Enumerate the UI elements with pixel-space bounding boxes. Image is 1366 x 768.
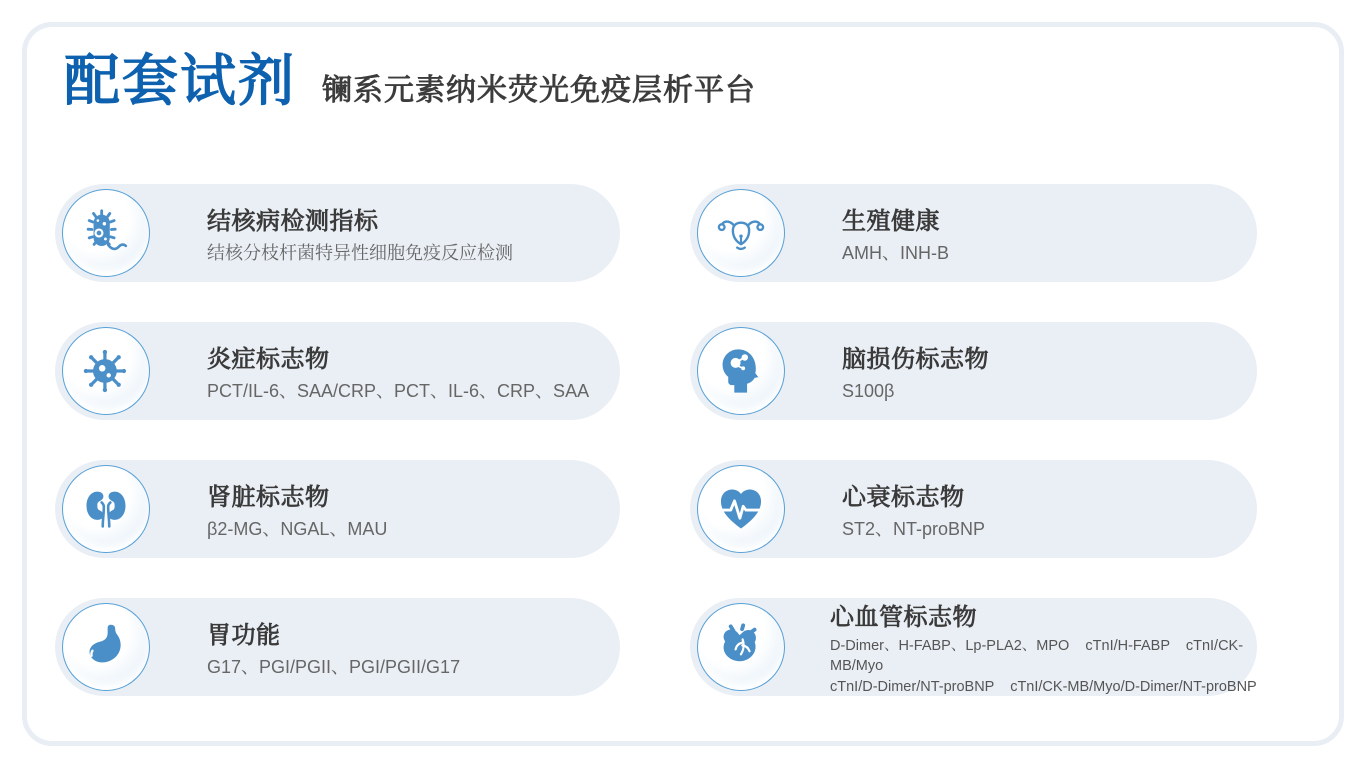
card-title: 心衰标志物 bbox=[842, 483, 965, 511]
card-reproductive bbox=[690, 184, 1257, 282]
card-inflammation bbox=[55, 322, 620, 420]
right-column bbox=[690, 184, 1257, 696]
card-title: 肾脏标志物 bbox=[207, 483, 330, 511]
card-tuberculosis bbox=[55, 184, 620, 282]
card-desc: 结核分枝杆菌特异性细胞免疫反应检测 bbox=[207, 242, 513, 263]
card-text bbox=[207, 201, 513, 265]
card-desc: S100β bbox=[842, 380, 895, 401]
card-title: 脑损伤标志物 bbox=[842, 345, 989, 373]
icon-bubble bbox=[62, 327, 150, 415]
uterus-icon bbox=[715, 207, 767, 259]
head-brain-icon bbox=[715, 345, 767, 397]
card-text bbox=[207, 615, 460, 679]
icon-bubble bbox=[62, 189, 150, 277]
card-title: 炎症标志物 bbox=[207, 345, 330, 373]
left-column bbox=[55, 184, 620, 696]
icon-bubble bbox=[62, 603, 150, 691]
card-text bbox=[842, 201, 949, 265]
card-desc: AMH、INH-B bbox=[842, 242, 949, 263]
card-gastric bbox=[55, 598, 620, 696]
card-desc: PCT/IL-6、SAA/CRP、PCT、IL-6、CRP、SAA bbox=[207, 380, 590, 401]
card-title: 心血管标志物 bbox=[830, 604, 977, 632]
icon-bubble bbox=[697, 465, 785, 553]
heart-ecg-icon bbox=[715, 483, 767, 535]
icon-bubble bbox=[697, 603, 785, 691]
card-title: 结核病检测指标 bbox=[207, 207, 379, 235]
card-desc: ST2、NT-proBNP bbox=[842, 518, 986, 539]
icon-bubble bbox=[62, 465, 150, 553]
card-desc: D-Dimer、H-FABP、Lp-PLA2、MPO cTnI/H-FABP cTnI/CK-MB/Myo bbox=[830, 638, 1244, 675]
card-title: 生殖健康 bbox=[842, 207, 940, 235]
card-title: 胃功能 bbox=[207, 621, 281, 649]
icon-bubble bbox=[697, 327, 785, 415]
card-text bbox=[842, 339, 989, 403]
cards-grid bbox=[55, 184, 1257, 696]
card-desc: G17、PGI/PGII、PGI/PGII/G17 bbox=[207, 656, 461, 677]
card-desc: β2-MG、NGAL、MAU bbox=[207, 518, 388, 539]
card-kidney bbox=[55, 460, 620, 558]
card-text bbox=[830, 597, 1257, 697]
card-text bbox=[207, 339, 589, 403]
stomach-icon bbox=[80, 621, 132, 673]
card-brain-injury bbox=[690, 322, 1257, 420]
icon-bubble bbox=[697, 189, 785, 277]
kidneys-icon bbox=[80, 483, 132, 535]
anatomical-heart-icon bbox=[715, 621, 767, 673]
bacteria-icon bbox=[80, 207, 132, 259]
card-desc-line2: cTnI/D-Dimer/NT-proBNP cTnI/CK-MB/Myo/D-Dimer/NT-proBNP bbox=[830, 678, 1257, 695]
card-heart-failure bbox=[690, 460, 1257, 558]
card-text bbox=[842, 477, 985, 541]
page-subtitle: 镧系元素纳米荧光免疫层析平台 bbox=[322, 74, 756, 107]
card-text bbox=[207, 477, 387, 541]
card-cardiovascular bbox=[690, 598, 1257, 696]
page-header bbox=[64, 49, 756, 112]
page-title: 配套试剂 bbox=[64, 49, 296, 112]
virus-icon bbox=[80, 345, 132, 397]
